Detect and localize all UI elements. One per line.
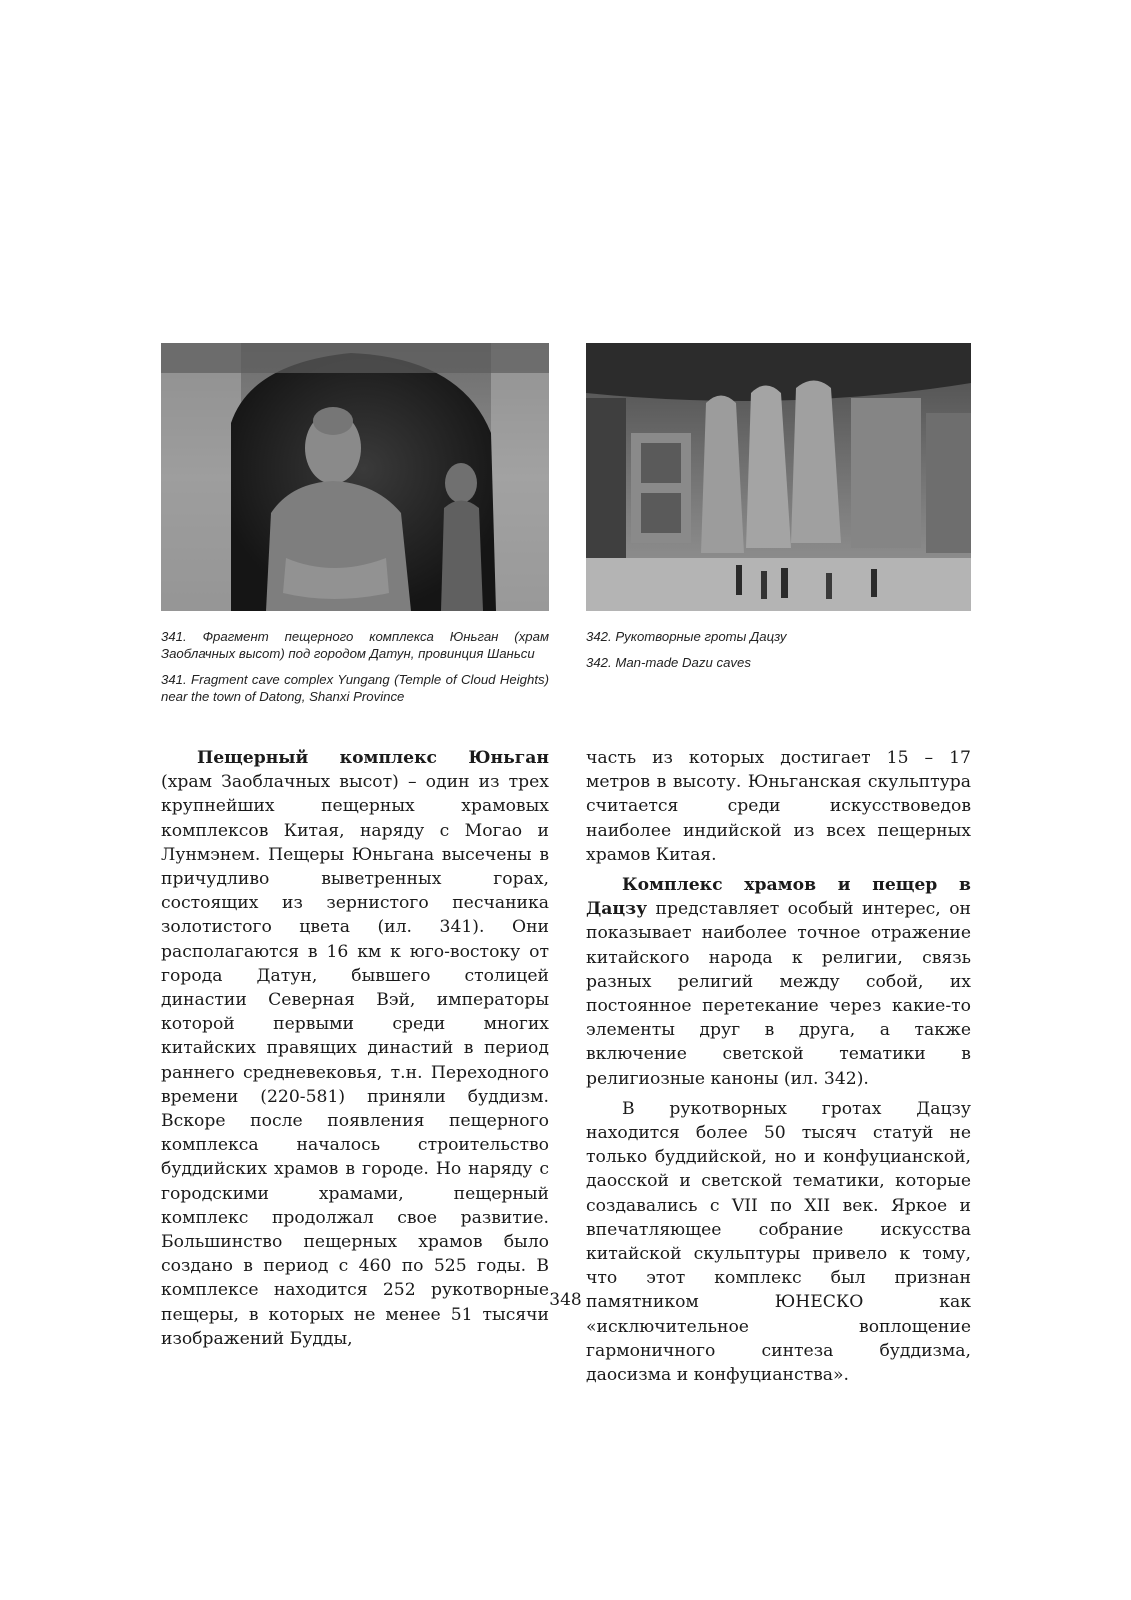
paragraph-continuation: часть из которых достигает 15 – 17 метров в высоту. Юньганская скульптура считается среди искусствоведов наиболее индийской из всех пещерных храмов Китая.: [586, 748, 971, 865]
heading-dazu: Комплекс храмов и пещер в Дацзу: [586, 875, 971, 920]
paragraph-dazu: [586, 873, 971, 1091]
caption-342-ru: 342. Рукотворные гроты Дацзу: [586, 629, 787, 644]
paragraph-dazu-statues: В рукотворных гротах Дацзу находится более 50 тысяч статуй не только буддийской, но и конфуцианской, даосской и светской тематики, которые создавались с VII по XII век. Яркое и впечатляющее собрание искусства китайской скульптуры привело к тому, что этот комплекс был признан памятником ЮНЕСКО как «исключительное воплощение гармоничного синтеза буддизма, даосизма и конфуцианства».: [586, 1098, 971, 1386]
heading-yungang: Пещерный комплекс Юньган: [197, 748, 549, 768]
paragraph-yungang-text: (храм Заоблачных высот) – один из трех крупнейших пещерных храмовых комплексов Китая, наряду с Могао и Лунмэнем. Пещеры Юньгана высечены в причудливо выветренных горах, состоящих из зернистого песчаника золотистого цвета (ил. 341). Они располагаются в 16 км к юго-востоку от города Датун, бывшего столицей династии Северная Вэй, императоры которой первыми среди многих китайских правящих династий в период раннего средневековья, т.н. Переходного времени (220-581) приняли буддизм. Вскоре после появления пещерного комплекса началось строительство буддийских храмов в городе. Но наряду с городскими храмами, пещерный комплекс продолжал свое развитие. Большинство пещерных храмов было создано в период с 460 по 525 годы. В комплексе находится 252 рукотворные пещеры, в которых не менее 51 тысячи изображений Будды,: [161, 772, 549, 1349]
figure-341-caption: [161, 628, 549, 714]
paragraph-dazu-text: представляет особый интерес, он показывает наиболее точное отражение китайского народа к религии, связь разных религий между собой, их постоянное перетекание через какие-то элементы друг в друга, а также включение светской тематики в религиозные каноны (ил. 342).: [586, 899, 971, 1089]
caption-342-en: 342. Man-made Dazu caves: [586, 655, 751, 670]
paragraph-yungang: [161, 746, 549, 1351]
text-column-left: [161, 746, 549, 1357]
figure-342-caption: [586, 628, 971, 680]
caption-341-ru: 341. Фрагмент пещерного комплекса Юньган (храм Заоблачных высот) под городом Датун, провинция Шаньси: [161, 629, 549, 661]
photo-dazu-grottoes: [586, 343, 971, 611]
photo-buddha-yungang: [161, 343, 549, 611]
page-number: 348: [549, 1290, 582, 1310]
caption-341-en: 341. Fragment cave complex Yungang (Temple of Cloud Heights) near the town of Datong, Shanxi Province: [161, 672, 549, 704]
